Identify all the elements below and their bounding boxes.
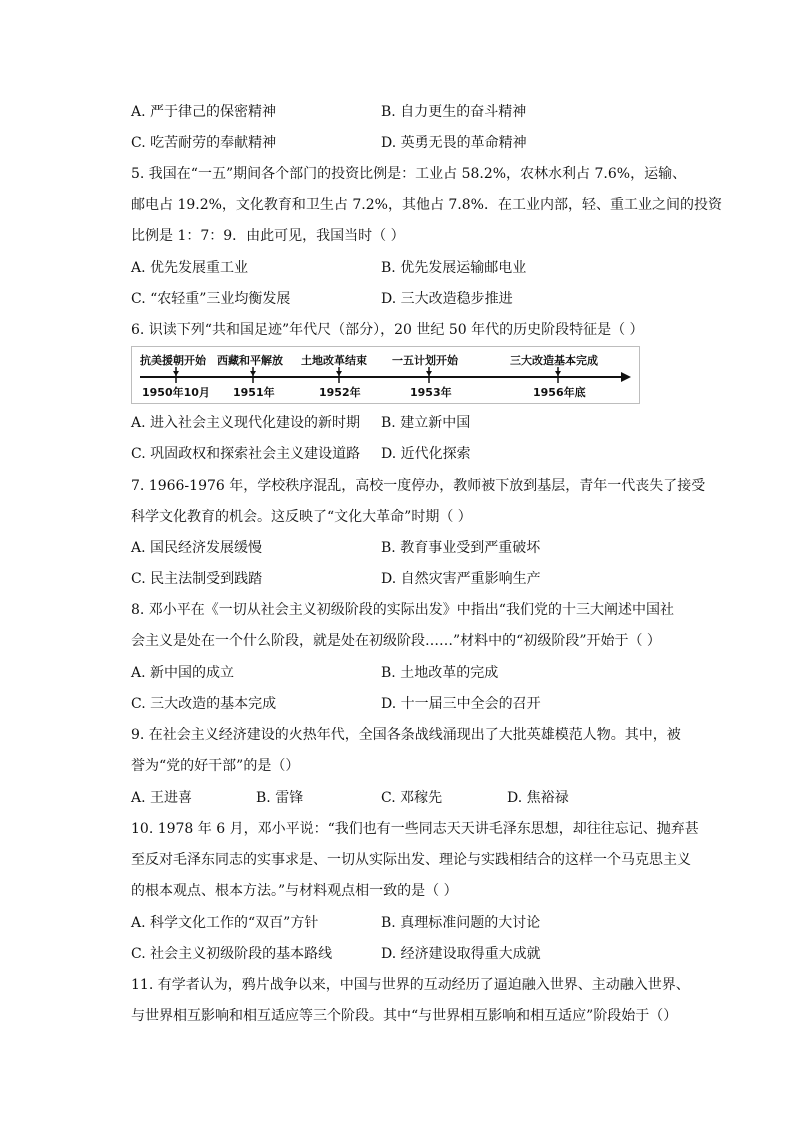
q6-option-d: D. 近代化探索 (381, 446, 471, 462)
timeline-event-label: 抗美援朝开始 (140, 354, 206, 367)
timeline-event-label: 西藏和平解放 (217, 354, 283, 367)
q5-option-c: C. “农轻重”三业均衡发展 (131, 291, 291, 307)
q5-option-b: B. 优先发展运输邮电业 (381, 260, 527, 276)
q8-stem-line1: 8. 邓小平在《一切从社会主义初级阶段的实际出发》中指出“我们党的十三大阐述中国社 (131, 602, 674, 618)
q10-option-d: D. 经济建设取得重大成就 (381, 946, 541, 962)
q5-stem-line3: 比例是 1：7：9．由此可见，我国当时（ ） (131, 228, 405, 244)
timeline-tick-arrow-icon (426, 371, 432, 376)
q10-option-b: B. 真理标准问题的大讨论 (381, 915, 541, 931)
q9-option-b: B. 雷锋 (256, 790, 304, 806)
q4-option-d: D. 英勇无畏的革命精神 (381, 135, 527, 151)
q8-option-a: A. 新中国的成立 (131, 665, 235, 681)
q6-stem-line1: 6. 识读下列“共和国足迹”年代尺（部分），20 世纪 50 年代的历史阶段特征是（ ） (131, 322, 644, 338)
q6-option-b: B. 建立新中国 (381, 415, 471, 431)
timeline-tick-arrow-icon (336, 371, 342, 376)
timeline-event-label: 土地改革结束 (301, 354, 367, 367)
q10-stem-line2: 至反对毛泽东同志的实事求是、一切从实际出发、理论与实践相结合的这样一个马克思主义 (131, 852, 691, 868)
q7-stem-line1: 7. 1966-1976 年，学校秩序混乱，高校一度停办，教师被下放到基层，青年一代丧失了接受 (131, 478, 706, 494)
timeline-figure (131, 346, 640, 404)
q7-option-c: C. 民主法制受到践踏 (131, 571, 263, 587)
q10-option-c: C. 社会主义初级阶段的基本路线 (131, 946, 333, 962)
q5-option-d: D. 三大改造稳步推进 (381, 291, 513, 307)
q11-stem-line2: 与世界相互影响和相互适应等三个阶段。其中“与世界相互影响和相互适应”阶段始于（） (131, 1008, 678, 1024)
q6-option-c: C. 巩固政权和探索社会主义建设道路 (131, 446, 361, 462)
q10-option-a: A. 科学文化工作的“双百”方针 (131, 915, 319, 931)
timeline-event-date: 1956年底 (533, 386, 586, 399)
q4-option-b: B. 自力更生的奋斗精神 (381, 104, 527, 120)
q8-option-b: B. 土地改革的完成 (381, 665, 499, 681)
q8-stem-line2: 会主义是处在一个什么阶段，就是处在初级阶段……”材料中的“初级阶段”开始于（ ） (131, 633, 661, 649)
timeline-tick-arrow-icon (250, 371, 256, 376)
timeline-event-date: 1950年10月 (142, 386, 210, 399)
q7-option-b: B. 教育事业受到严重破坏 (381, 540, 541, 556)
q10-stem-line1: 10. 1978 年 6 月，邓小平说：“我们也有一些同志天天讲毛泽东思想，却往往忘记、抛弃甚 (131, 821, 699, 837)
q9-stem-line2: 誉为“党的好干部”的是（） (131, 758, 300, 774)
q7-option-a: A. 国民经济发展缓慢 (131, 540, 263, 556)
timeline-tick-arrow-icon (555, 371, 561, 376)
q9-stem-line1: 9. 在社会主义经济建设的火热年代，全国各条战线涌现出了大批英雄模范人物。其中，被 (131, 727, 681, 743)
timeline-tick-arrow-icon (173, 371, 179, 376)
q8-option-c: C. 三大改造的基本完成 (131, 696, 277, 712)
timeline-event-date: 1951年 (233, 386, 275, 399)
q9-option-d: D. 焦裕禄 (507, 790, 569, 806)
q9-option-c: C. 邓稼先 (381, 790, 443, 806)
q5-stem-line2: 邮电占 19.2%，文化教育和卫生占 7.2%，其他占 7.8%．在工业内部，轻、重工业之间的投资 (131, 197, 722, 213)
q4-option-c: C. 吃苦耐劳的奉献精神 (131, 135, 277, 151)
q7-option-d: D. 自然灾害严重影响生产 (381, 571, 541, 587)
timeline-arrow-icon (621, 372, 631, 382)
timeline-event-label: 一五计划开始 (392, 354, 458, 367)
q8-option-d: D. 十一届三中全会的召开 (381, 696, 541, 712)
q4-option-a: A. 严于律己的保密精神 (131, 104, 277, 120)
q6-option-a: A. 进入社会主义现代化建设的新时期 (131, 415, 361, 431)
q5-option-a: A. 优先发展重工业 (131, 260, 249, 276)
timeline-event-date: 1953年 (410, 386, 452, 399)
q9-option-a: A. 王进喜 (131, 790, 193, 806)
timeline-event-label: 三大改造基本完成 (510, 354, 598, 367)
q5-stem-line1: 5. 我国在“一五”期间各个部门的投资比例是：工业占 58.2%，农林水利占 7.6%，运输、 (131, 166, 687, 182)
q10-stem-line3: 的根本观点、根本方法。”与材料观点相一致的是（ ） (131, 883, 458, 899)
timeline-event-date: 1952年 (319, 386, 361, 399)
q7-stem-line2: 科学文化教育的机会。这反映了“文化大革命”时期（ ） (131, 509, 472, 525)
q11-stem-line1: 11. 有学者认为，鸦片战争以来，中国与世界的互动经历了逼迫融入世界、主动融入世界、 (131, 977, 690, 993)
